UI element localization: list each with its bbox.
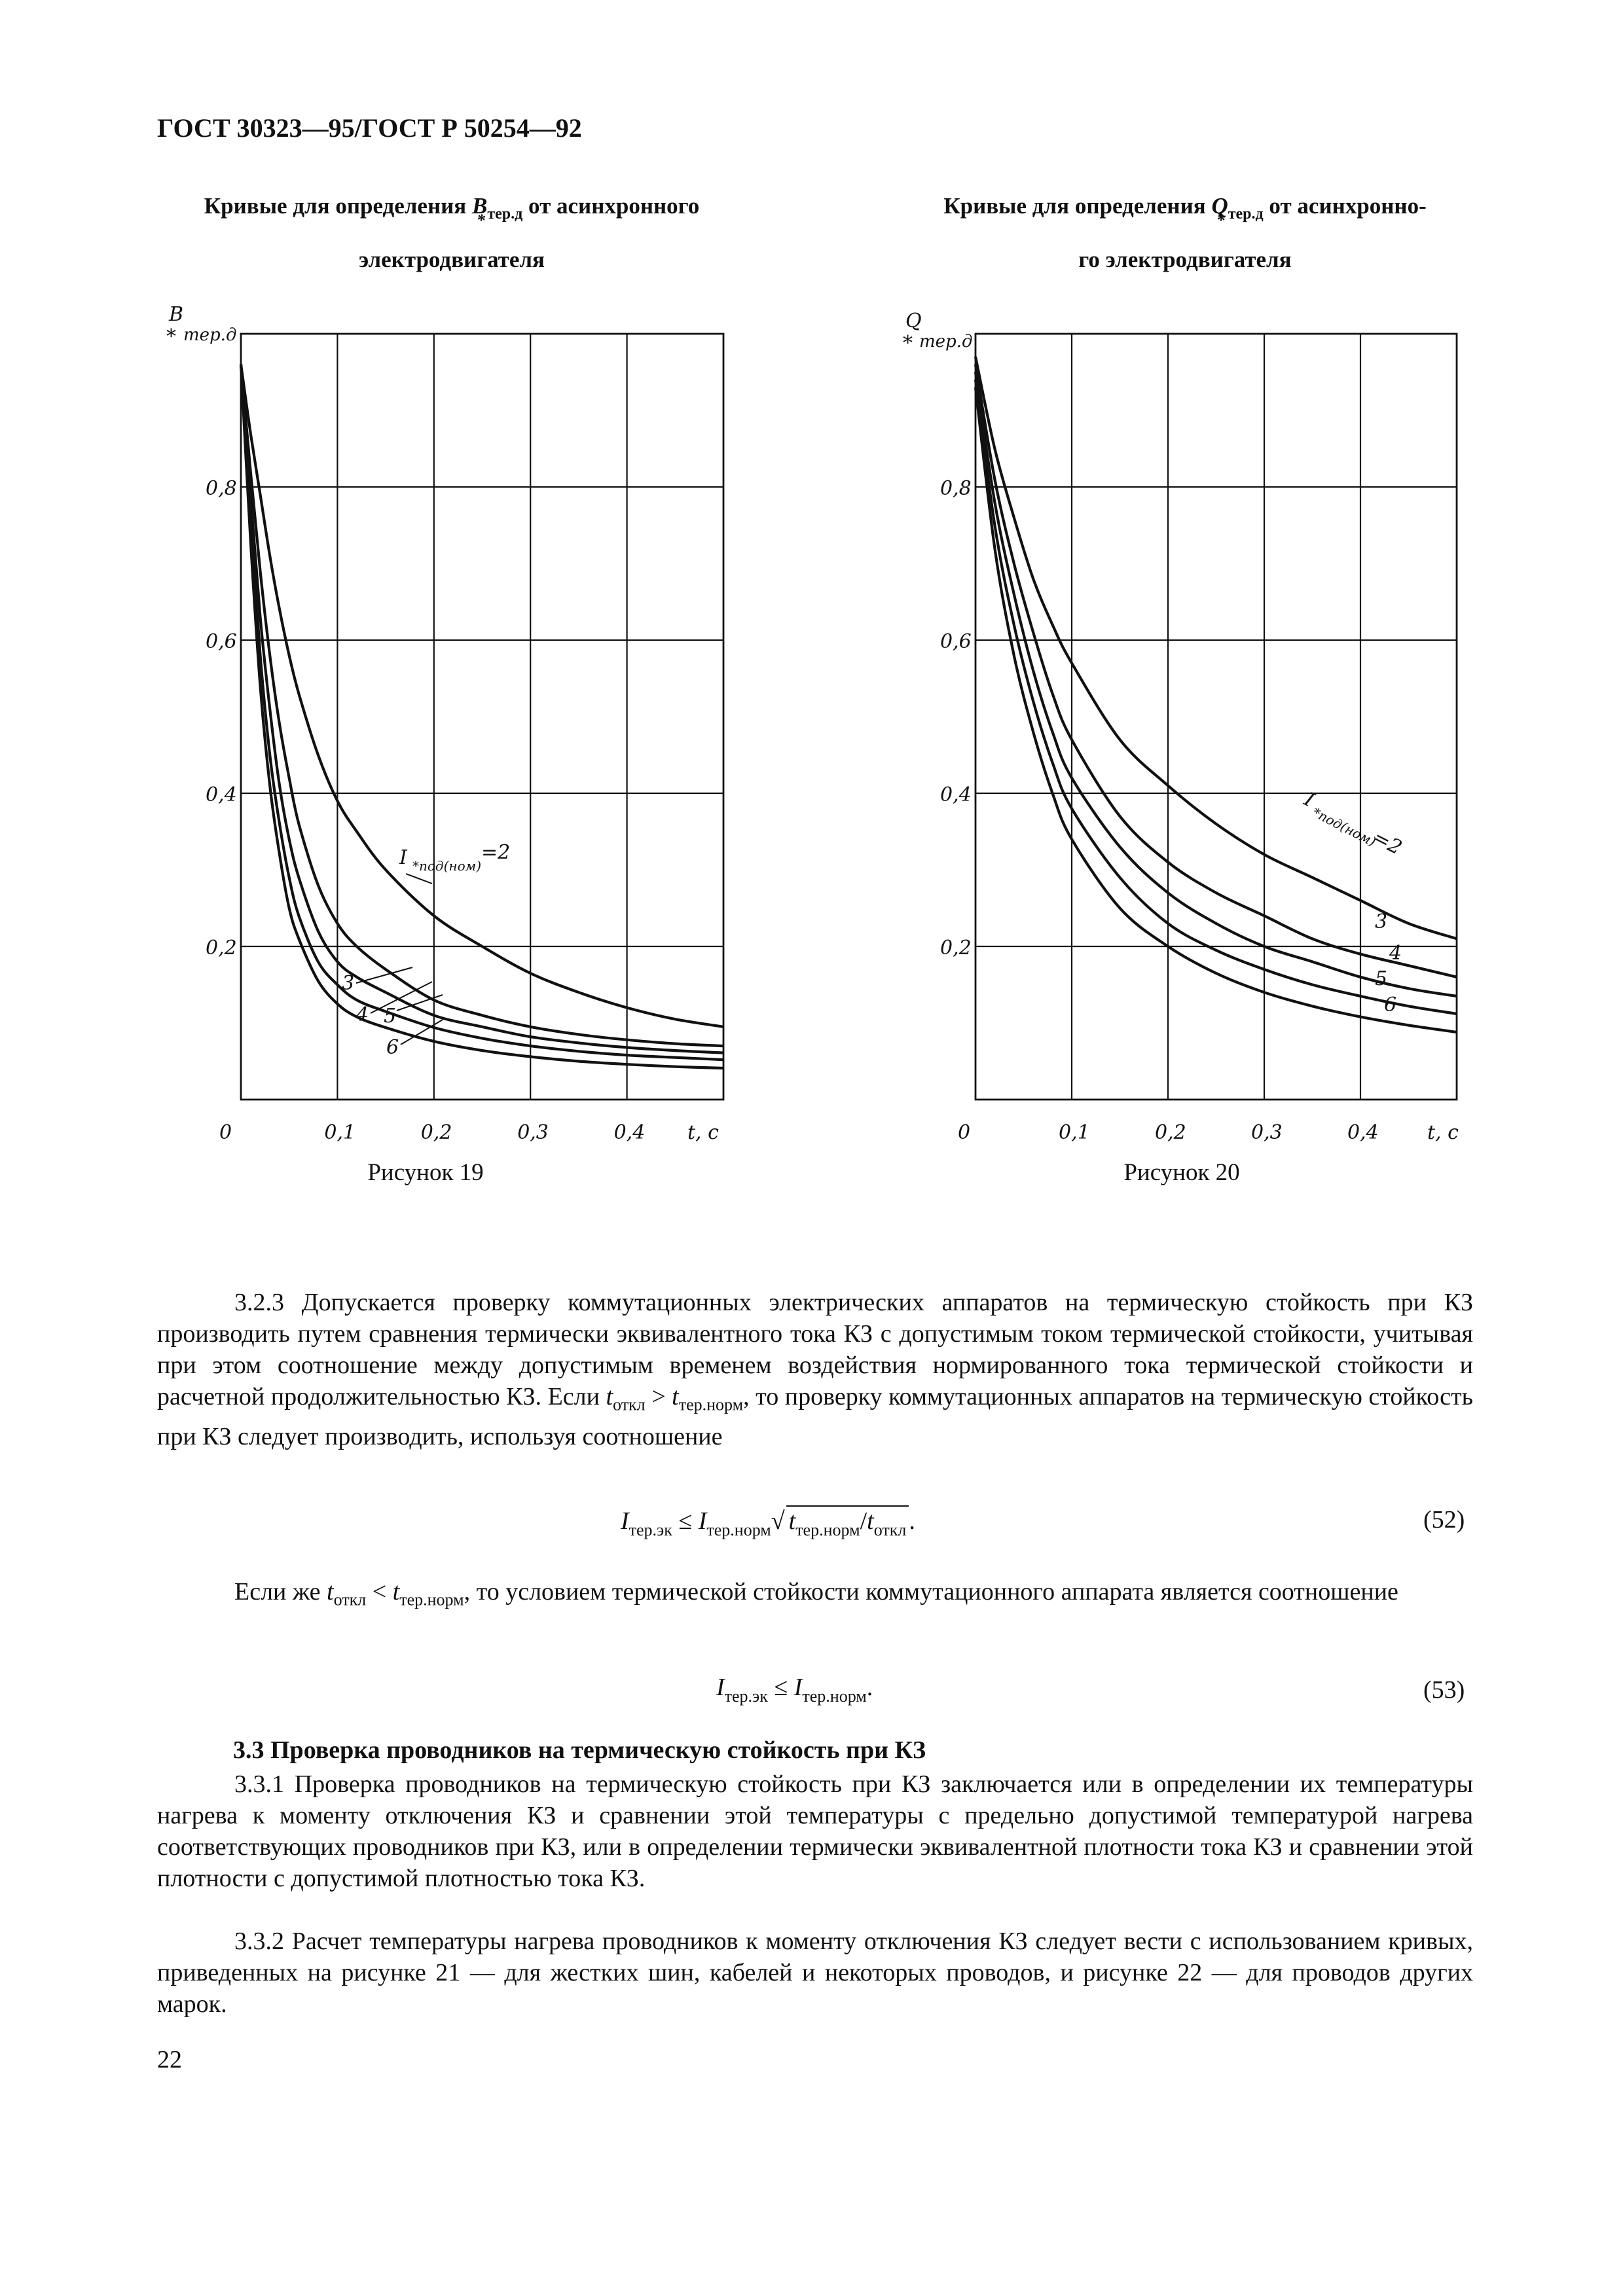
- figure-20-curve-label-5: 5: [1375, 967, 1388, 990]
- y-tick-label: 0,4: [940, 783, 972, 806]
- figure-19-y-symbol: B: [169, 303, 184, 326]
- figure-19-curve-label-2-value: =2: [481, 841, 511, 864]
- t-ter-norm-symbol-2: t: [392, 1578, 400, 1605]
- figure-20-title-text: Кривые для определения: [943, 193, 1212, 219]
- eq52-relation: ≤: [672, 1507, 699, 1535]
- t-ter-norm-sub: тер.норм: [678, 1395, 744, 1414]
- equation-52: [621, 1505, 915, 1540]
- x-tick-label: 0,1: [1059, 1121, 1090, 1144]
- figure-20-curve-label-4: 4: [1389, 942, 1402, 965]
- y-tick-label: 0,6: [940, 630, 972, 653]
- less-than: <: [366, 1578, 393, 1605]
- figure-19-curve-label-2-main: I: [399, 846, 407, 869]
- eq53-end: .: [866, 1674, 873, 1701]
- figure-19-origin: 0: [219, 1121, 232, 1144]
- eq52-lhs-sub: тер.эк: [629, 1520, 672, 1539]
- paragraph-if-less-pre: Если же: [234, 1578, 327, 1605]
- figure-19-curve-label-4: 4: [356, 1003, 369, 1026]
- figure-20-x-label: t, c: [1427, 1121, 1459, 1144]
- eq53-lhs-sub: тер.эк: [724, 1687, 768, 1706]
- equation-53: [716, 1673, 873, 1706]
- paragraph-3-2-3-if: Если: [547, 1383, 606, 1410]
- t-ter-norm-sub-2: тер.норм: [399, 1590, 464, 1609]
- figure-19-caption: Рисунок 19: [367, 1159, 484, 1186]
- document-header: ГОСТ 30323—95/ГОСТ Р 50254—92: [157, 113, 582, 143]
- eq52-rhs: I: [698, 1507, 707, 1535]
- y-tick-label: 0,6: [206, 630, 237, 653]
- eq52-sqrt: √: [771, 1507, 785, 1535]
- figure-20-caption: Рисунок 20: [1123, 1159, 1240, 1186]
- figure-20-curve-label-2-value: =2: [1369, 825, 1406, 860]
- figure-20-y-star: *: [903, 332, 913, 355]
- figure-20-curve-label-2-sub: *под(ном): [1310, 804, 1379, 850]
- eq53-lhs: I: [716, 1674, 725, 1701]
- eq52-t2: t: [867, 1507, 874, 1535]
- curve-series-3: [976, 365, 1457, 977]
- figure-19-title-post: от асинхронного: [522, 193, 700, 219]
- figure-19-title-symbol: B *: [472, 183, 487, 229]
- paragraph-3-3-1: 3.3.1 Проверка проводников на термическую стойкость при КЗ заключается или в определении их температуры нагрева к моменту отключения КЗ и сравнении этой температуры с предельно допустимой температурой нагрева соответствующих проводников при КЗ, или в определении термически эквивалентной плотности тока КЗ и сравнении этой плотности с допустимой плотностью тока КЗ.: [157, 1770, 1473, 1892]
- section-3-3-heading: 3.3 Проверка проводников на термическую стойкость при КЗ: [233, 1736, 926, 1764]
- x-tick-label: 0,1: [324, 1121, 356, 1144]
- paragraph-3-3-2: 3.3.2 Расчет температуры нагрева проводников к моменту отключения КЗ следует вести с использованием кривых, приведенных на рисунке 21 — для жестких шин, кабелей и некоторых проводов, и рисунке 22 — для проводов других марок.: [157, 1928, 1473, 2018]
- t-otkl-sub-2: откл: [333, 1590, 367, 1609]
- page-number: 22: [157, 2046, 182, 2073]
- eq52-radicand: [786, 1505, 909, 1540]
- figure-19-x-label: t, c: [687, 1121, 719, 1144]
- eq52-slash: /: [860, 1507, 867, 1535]
- figure-19-curve-label-2-sub: *под(ном): [412, 858, 481, 874]
- figure-19-curve-label-6: 6: [386, 1036, 399, 1059]
- t-ter-norm-symbol: t: [672, 1383, 679, 1410]
- paragraph-3-2-3-text: 3.2.3 Допускается проверку коммутационных электрических аппаратов на термическую стойкость при КЗ производить путем сравнения термически эквивалентного тока КЗ с допустимым током термической стойкости, учитывая при этом соотношение между допустимым временем воздействия нормированного тока термической стойкости и расчетной продолжительностью КЗ.: [157, 1289, 1473, 1410]
- figure-19-curve-label-3: 3: [342, 972, 355, 995]
- y-tick-label: 0,4: [206, 783, 237, 806]
- figure-20-title-line2: го электродвигателя: [1078, 247, 1292, 272]
- figure-19-y-star: *: [166, 325, 176, 348]
- figure-20-title-post: от асинхронно-: [1263, 193, 1427, 219]
- eq53-rhs: I: [793, 1674, 803, 1701]
- figure-19-curve-label-5: 5: [384, 1005, 397, 1028]
- greater-than: >: [645, 1383, 672, 1410]
- figure-20-curve-label-2-main: I: [1300, 787, 1318, 812]
- curve-series-6: [976, 387, 1457, 1032]
- eq52-lhs: I: [621, 1507, 629, 1535]
- paragraph-if-less-post: , то условием термической стойкости коммутационного аппарата является соотношение: [464, 1578, 1398, 1605]
- figure-20-curve-label-3: 3: [1375, 910, 1388, 933]
- figure-20-title-sub: тер.д: [1228, 206, 1264, 223]
- y-tick-label: 0,8: [940, 477, 972, 500]
- x-tick-label: 0,3: [1251, 1121, 1283, 1144]
- paragraph-3-2-3: [157, 1287, 1473, 1452]
- x-tick-label: 0,4: [613, 1121, 646, 1144]
- figure-19-title-text: Кривые для определения: [204, 193, 472, 219]
- eq53-relation: ≤: [767, 1674, 794, 1701]
- t-otkl-symbol: t: [606, 1383, 613, 1410]
- figure-20-curve-label-2: [1298, 787, 1406, 861]
- figure-20-y-symbol: Q: [905, 310, 922, 332]
- t-otkl-sub: откл: [613, 1395, 646, 1414]
- eq52-t2-sub: откл: [873, 1520, 907, 1539]
- y-tick-label: 0,8: [206, 477, 237, 500]
- equation-53-number: (53): [1423, 1676, 1465, 1704]
- figure-20-origin: 0: [958, 1121, 971, 1144]
- x-tick-label: 0,3: [517, 1121, 549, 1144]
- figure-19-title-line2: электродвигателя: [359, 247, 545, 272]
- x-tick-label: 0,2: [420, 1121, 452, 1144]
- figure-19-y-label: тер.д: [183, 325, 237, 345]
- eq52-t1: t: [788, 1507, 796, 1535]
- paragraph-3-2-3-condition: , то проверку коммутационных аппаратов на термическую стойкость при КЗ следует производить, используя соотношение: [157, 1383, 1473, 1450]
- curve-series-4: [976, 372, 1457, 997]
- paragraph-if-less: [157, 1576, 1473, 1616]
- figure-20-curve-label-6: 6: [1384, 994, 1397, 1016]
- y-tick-label: 0,2: [206, 937, 237, 960]
- x-tick-label: 0,4: [1347, 1121, 1379, 1144]
- figure-20-title-symbol: Q *: [1211, 183, 1228, 229]
- eq52-t1-sub: тер.норм: [795, 1520, 860, 1539]
- figure-19-title-sub: тер.д: [487, 206, 523, 223]
- eq53-rhs-sub: тер.норм: [802, 1687, 867, 1706]
- figure-20-y-label: тер.д: [919, 332, 973, 351]
- eq52-rhs-sub: тер.норм: [706, 1520, 771, 1539]
- eq52-end: .: [909, 1507, 915, 1535]
- y-tick-label: 0,2: [940, 937, 972, 960]
- x-tick-label: 0,2: [1155, 1121, 1186, 1144]
- equation-52-number: (52): [1423, 1506, 1465, 1534]
- t-otkl-symbol-2: t: [327, 1578, 334, 1605]
